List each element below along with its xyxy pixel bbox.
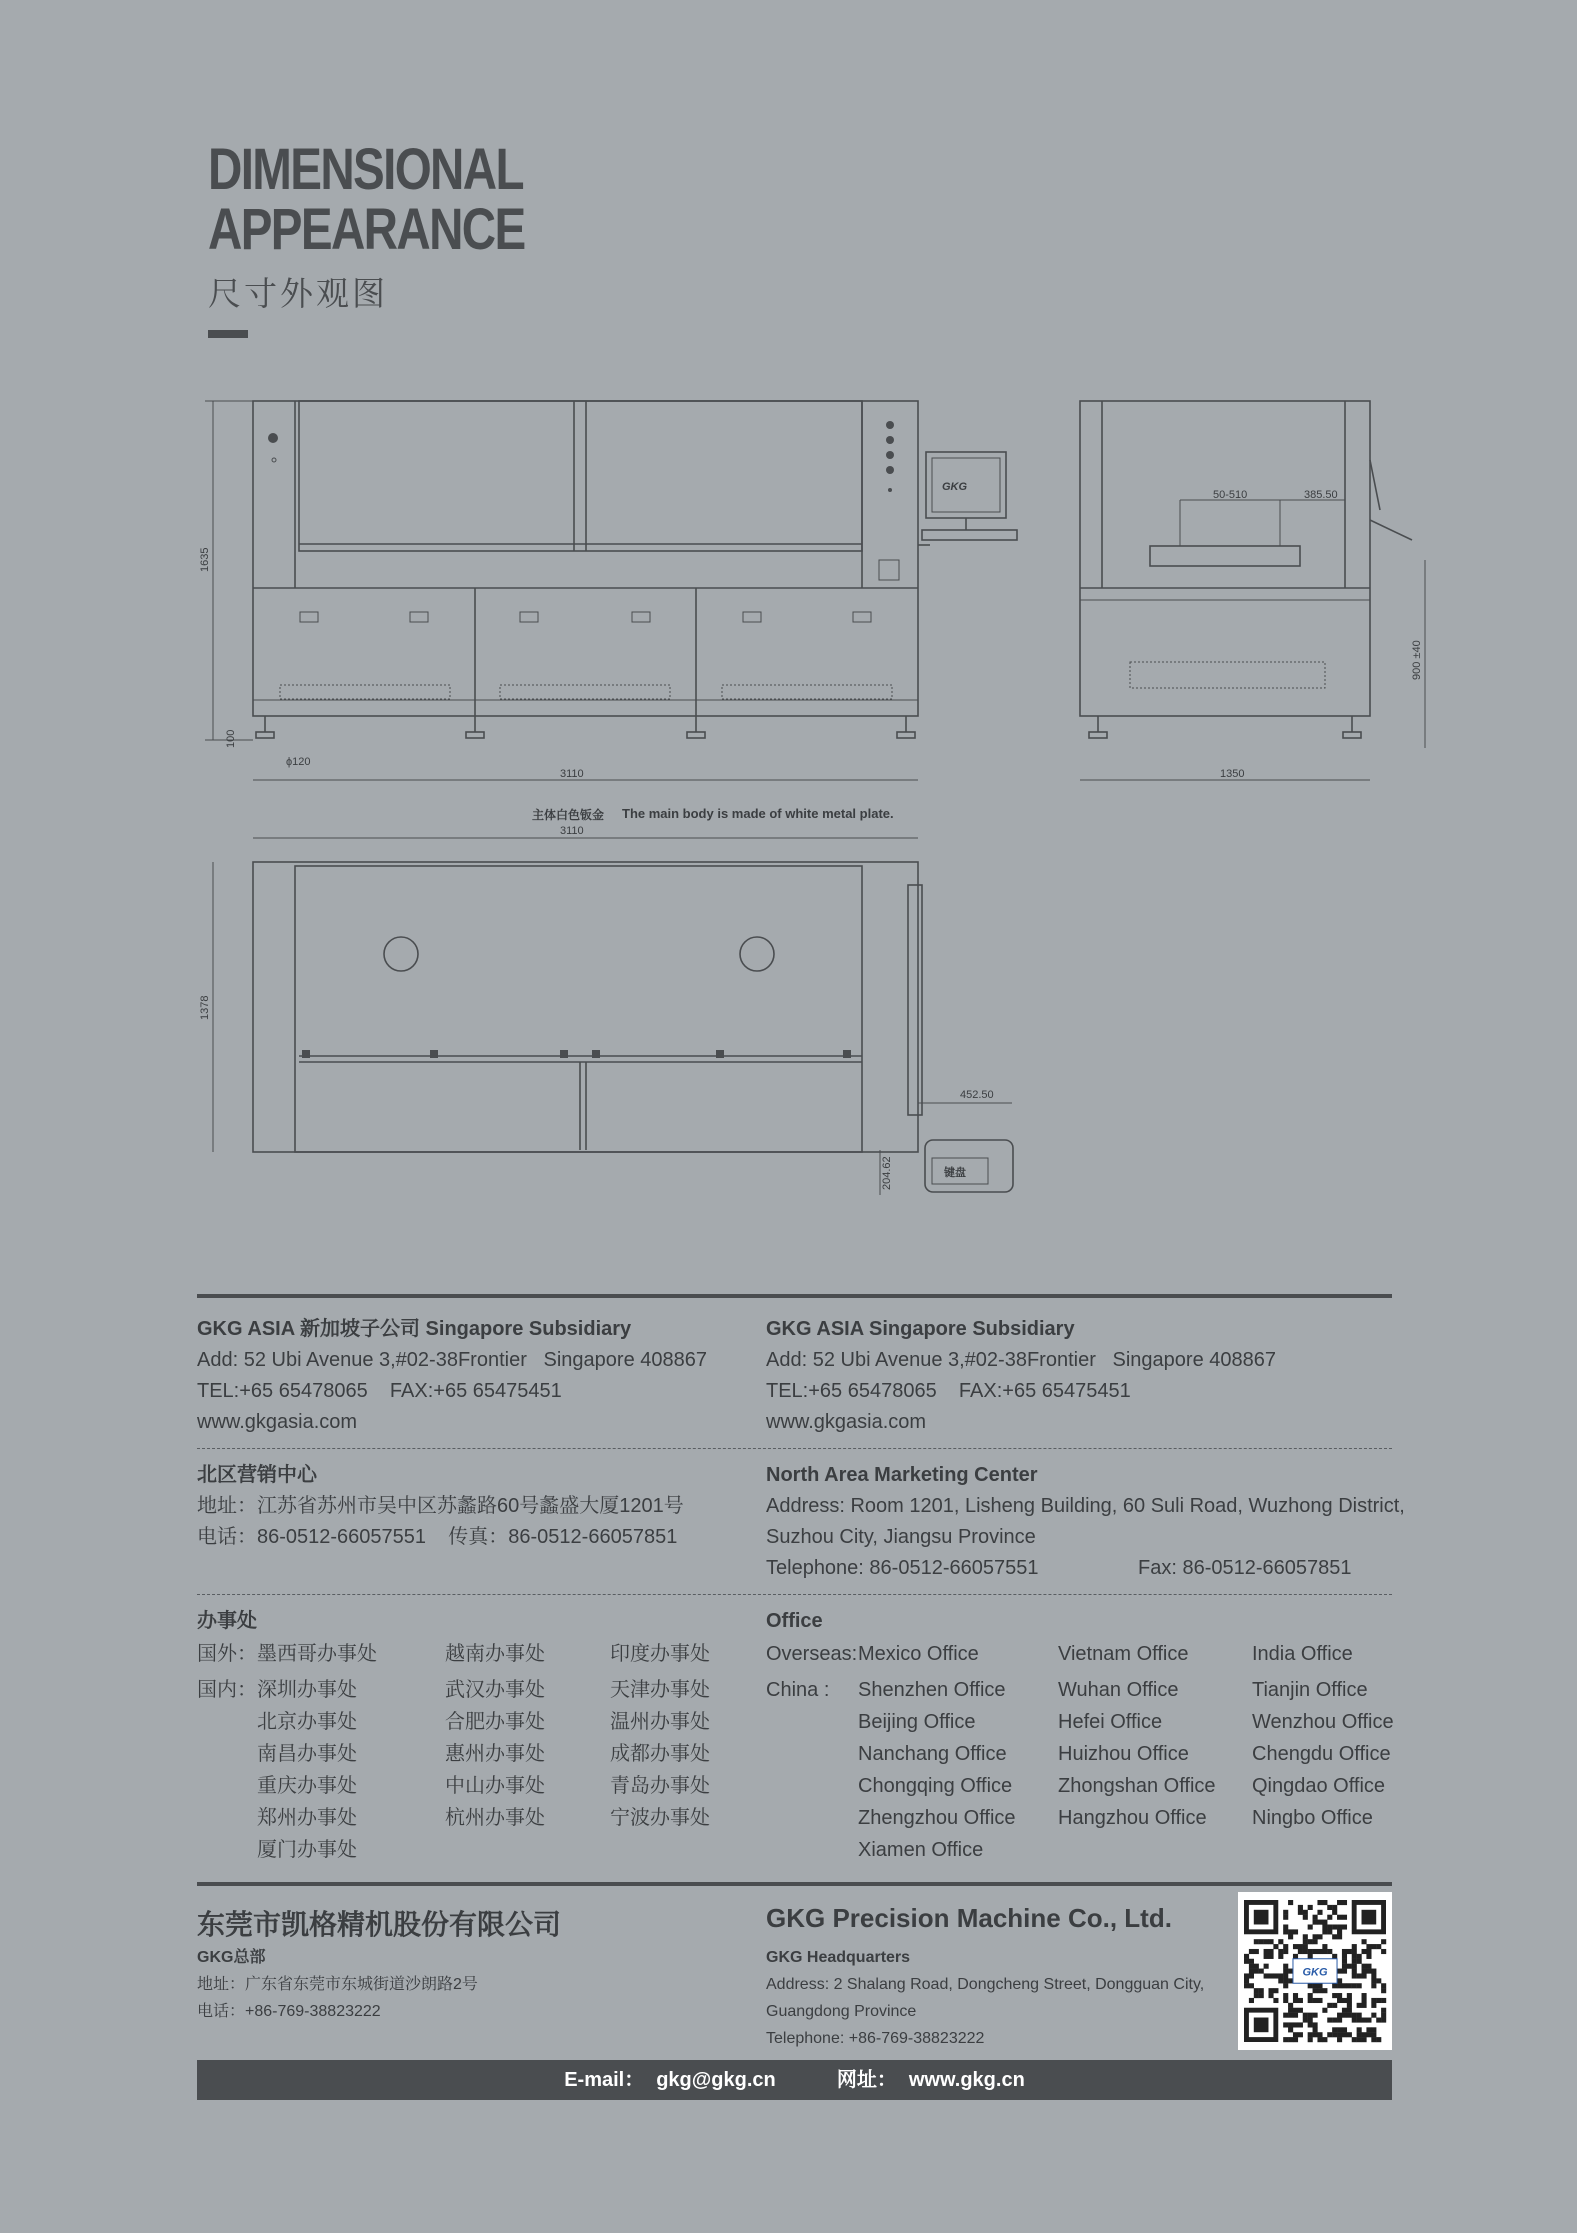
office-item: Chengdu Office <box>1252 1743 1391 1765</box>
office-item: 深圳办事处 <box>257 1679 357 1701</box>
side-width-dim: 1350 <box>1220 768 1245 780</box>
sg-cn-web: www.gkgasia.com <box>197 1411 358 1433</box>
side-dim-b: 385.50 <box>1304 489 1338 501</box>
front-foot-height-dim: 100 <box>225 729 237 748</box>
hq-cn-block <box>197 1944 478 2025</box>
sg-cn-address: Add: 52 Ubi Avenue 3,#02-38Frontier Singapore 408867 <box>197 1349 707 1371</box>
overseas-label: Overseas: <box>766 1643 858 1665</box>
qr-logo: GKG <box>1302 1966 1328 1979</box>
north-en-block <box>766 1460 1405 1584</box>
footer-web-label: 网址： <box>836 2069 897 2091</box>
sg-cn-tel: TEL:+65 65478065 FAX:+65 65475451 <box>197 1380 562 1402</box>
office-item: 厦门办事处 <box>257 1839 357 1861</box>
office-item: 越南办事处 <box>445 1643 545 1665</box>
office-item: 墨西哥办事处 <box>257 1643 377 1665</box>
offices-cn-table <box>197 1638 757 1878</box>
office-item: 印度办事处 <box>610 1643 710 1665</box>
section-divider-2 <box>197 1882 1392 1886</box>
front-foot-dia-dim: ϕ120 <box>286 756 311 768</box>
office-item: 温州办事处 <box>610 1711 710 1733</box>
office-item: Ningbo Office <box>1252 1807 1373 1829</box>
page-title-cn: 尺寸外观图 <box>208 275 388 312</box>
sg-cn-heading-en: Singapore Subsidiary <box>425 1318 632 1340</box>
office-item: Zhengzhou Office <box>858 1807 1016 1829</box>
north-en-fax: Fax: 86-0512-66057851 <box>1138 1557 1352 1579</box>
title-line-2: APPEARANCE <box>208 197 525 262</box>
sg-en-heading: Singapore Subsidiary <box>868 1318 1075 1340</box>
company-name-cn: 东莞市凯格精机股份有限公司 <box>197 1909 562 1940</box>
hq-en-address-1: Address: 2 Shalang Road, Dongcheng Street, Dongguan City, <box>766 1976 1205 1993</box>
office-item: 成都办事处 <box>610 1743 710 1765</box>
office-item: India Office <box>1252 1643 1353 1665</box>
office-item: Wuhan Office <box>1058 1679 1179 1701</box>
offices-en-heading: Office <box>766 1610 823 1632</box>
china-label: 国内： <box>197 1679 257 1701</box>
material-note-cn: 主体白色钣金 <box>532 808 605 822</box>
keyboard-depth-dim: 204.62 <box>881 1156 893 1190</box>
footer-web-link[interactable]: www.gkg.cn <box>908 2069 1025 2091</box>
top-view <box>199 825 1013 1195</box>
top-width-dim: 3110 <box>560 825 584 837</box>
office-item: 合肥办事处 <box>445 1711 545 1733</box>
offices-cn-heading: 办事处 <box>197 1610 257 1632</box>
keyboard-offset-dim: 452.50 <box>960 1089 994 1101</box>
sg-cn-brand: GKG ASIA <box>197 1318 295 1340</box>
singapore-en-block <box>766 1314 1276 1438</box>
office-item: Chongqing Office <box>858 1775 1013 1797</box>
dashed-divider-2 <box>197 1594 1392 1595</box>
office-item: Nanchang Office <box>858 1743 1007 1765</box>
footer-email-link[interactable]: gkg@gkg.cn <box>656 2069 776 2091</box>
office-item: Xiamen Office <box>858 1839 984 1861</box>
side-height-dim: 900 ±40 <box>1411 640 1423 680</box>
company-name-en: GKG Precision Machine Co., Ltd. <box>766 1903 1172 1933</box>
sg-en-brand: GKG ASIA <box>766 1318 864 1340</box>
sg-en-web: www.gkgasia.com <box>766 1411 927 1433</box>
north-cn-phone: 电话：86-0512-66057551 传真：86-0512-66057851 <box>197 1526 678 1548</box>
side-dim-a: 50-510 <box>1213 489 1248 501</box>
north-cn-block <box>197 1460 684 1553</box>
north-en-address-1: Address: Room 1201, Lisheng Building, 60 Suli Road, Wuzhong District, <box>766 1495 1405 1517</box>
hq-en-label: GKG Headquarters <box>766 1949 911 1966</box>
office-item: 惠州办事处 <box>445 1743 545 1765</box>
office-item: Tianjin Office <box>1252 1679 1368 1701</box>
north-en-telephone: Telephone: 86-0512-66057551 <box>766 1557 1039 1579</box>
office-item: Vietnam Office <box>1058 1643 1189 1665</box>
office-item: Hefei Office <box>1058 1711 1163 1733</box>
china-label: China : <box>766 1679 830 1701</box>
hq-cn-phone: 电话：+86-769-38823222 <box>197 2003 381 2020</box>
office-item: Wenzhou Office <box>1252 1711 1394 1733</box>
section-divider <box>197 1294 1392 1298</box>
front-view <box>199 401 1017 780</box>
office-item: 重庆办事处 <box>257 1775 357 1797</box>
office-item: 宁波办事处 <box>610 1807 710 1829</box>
footer-email-label: E-mail： <box>564 2069 645 2091</box>
footer-bar <box>197 2060 1392 2100</box>
office-item: 天津办事处 <box>610 1679 710 1701</box>
qr-code-pattern <box>1238 1892 1392 2050</box>
hq-cn-address: 地址：广东省东莞市东城街道沙朗路2号 <box>197 1976 478 1993</box>
north-en-heading: North Area Marketing Center <box>766 1464 1038 1486</box>
material-note-en: The main body is made of white metal plate. <box>622 806 894 821</box>
office-item: Shenzhen Office <box>858 1679 1006 1701</box>
office-item: 郑州办事处 <box>257 1807 357 1829</box>
front-width-dim: 3110 <box>560 768 584 780</box>
overseas-label: 国外： <box>197 1643 257 1665</box>
top-depth-dim: 1378 <box>199 995 211 1020</box>
singapore-cn-block <box>197 1314 707 1438</box>
sg-cn-heading: 新加坡子公司 <box>299 1318 420 1340</box>
office-item: 青岛办事处 <box>610 1775 710 1797</box>
title-line-1: DIMENSIONAL <box>208 137 523 202</box>
office-item: 中山办事处 <box>445 1775 545 1797</box>
offices-en-table <box>766 1638 1392 1878</box>
dashed-divider-1 <box>197 1448 1392 1449</box>
hq-en-block <box>766 1944 1204 2052</box>
office-item: 杭州办事处 <box>445 1807 545 1829</box>
office-item: Zhongshan Office <box>1058 1775 1216 1797</box>
office-item: 武汉办事处 <box>445 1679 545 1701</box>
office-item: Qingdao Office <box>1252 1775 1386 1797</box>
side-view <box>1080 401 1425 780</box>
office-item: Mexico Office <box>858 1643 979 1665</box>
front-height-dim: 1635 <box>199 547 211 572</box>
north-en-address-2: Suzhou City, Jiangsu Province <box>766 1526 1036 1548</box>
qr-code[interactable] <box>1238 1892 1392 2050</box>
office-item: 南昌办事处 <box>257 1743 357 1765</box>
north-cn-address: 地址：江苏省苏州市吴中区苏蠡路60号蠡盛大厦1201号 <box>197 1495 684 1517</box>
hq-en-address-2: Guangdong Province <box>766 2003 917 2020</box>
hq-en-phone: Telephone: +86-769-38823222 <box>766 2030 985 2047</box>
sg-en-address: Add: 52 Ubi Avenue 3,#02-38Frontier Singapore 408867 <box>766 1349 1276 1371</box>
office-item: Beijing Office <box>858 1711 976 1733</box>
keyboard-label: 键盘 <box>944 1167 966 1179</box>
sg-en-tel: TEL:+65 65478065 FAX:+65 65475451 <box>766 1380 1131 1402</box>
office-item: 北京办事处 <box>257 1711 357 1733</box>
office-item: Hangzhou Office <box>1058 1807 1207 1829</box>
office-item: Huizhou Office <box>1058 1743 1189 1765</box>
north-cn-heading: 北区营销中心 <box>197 1464 317 1486</box>
monitor-logo: GKG <box>942 481 968 493</box>
hq-cn-label: GKG总部 <box>197 1949 266 1966</box>
